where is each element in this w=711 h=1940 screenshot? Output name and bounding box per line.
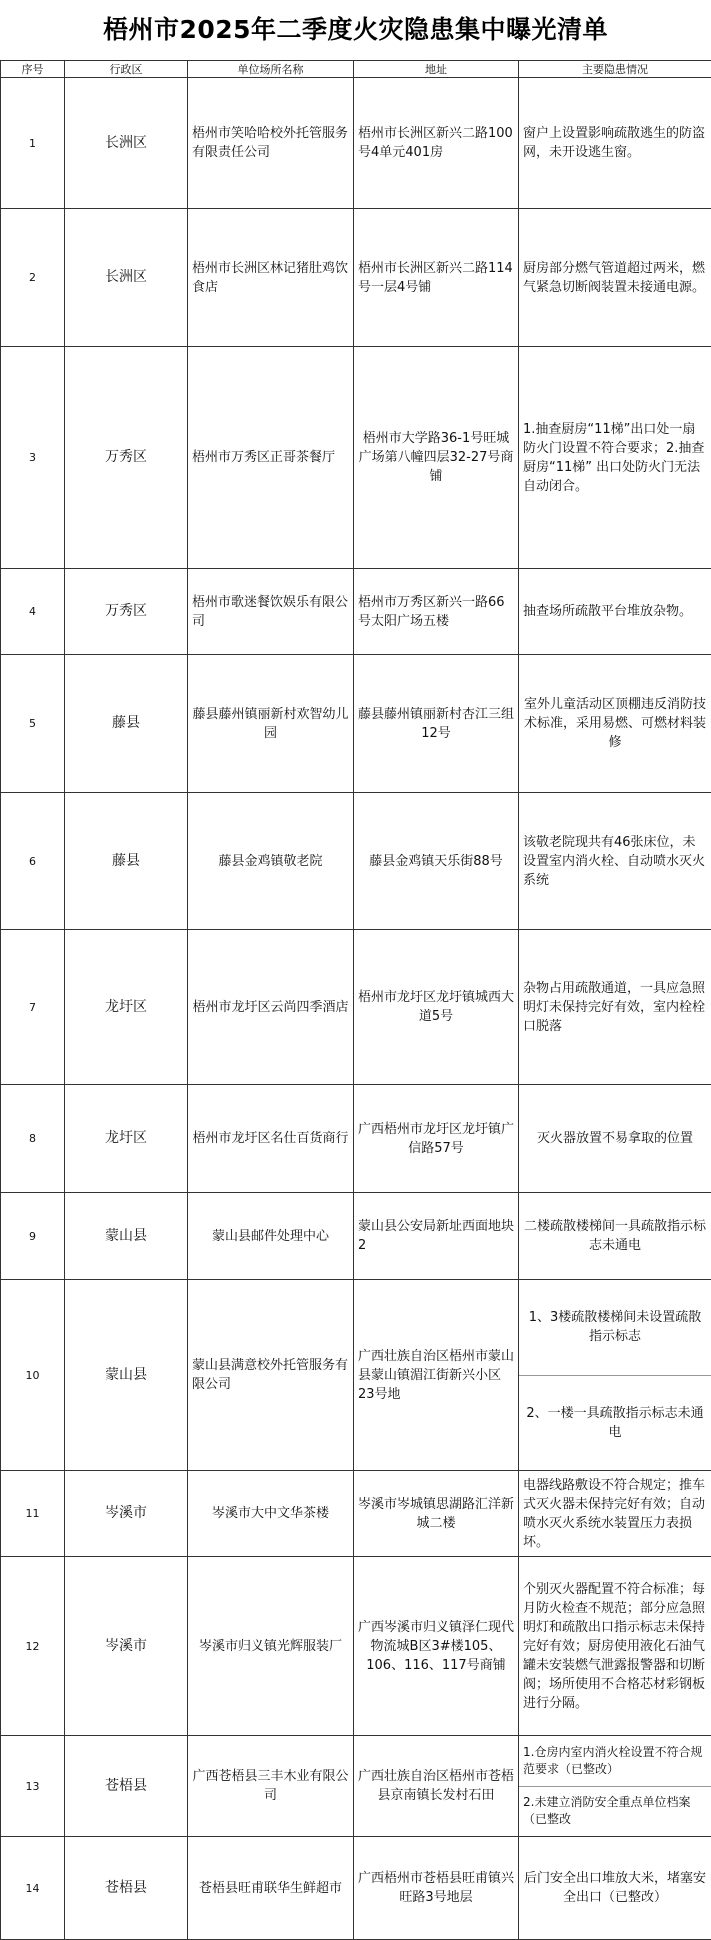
row-address: 岑溪市岑城镇思湖路汇洋新城二楼: [354, 1471, 519, 1557]
page-title: 梧州市2025年二季度火灾隐患集中曝光清单: [0, 0, 711, 60]
row-district: 万秀区: [65, 347, 188, 569]
row-name: 梧州市长洲区林记猪肚鸡饮食店: [188, 209, 354, 347]
row-no: 2: [1, 209, 65, 347]
header-issue: 主要隐患情况: [519, 61, 711, 78]
row-address: 广西壮族自治区梧州市苍梧县京南镇长发村石田: [354, 1736, 519, 1837]
header-no: 序号: [1, 61, 65, 78]
row-name: 岑溪市归义镇光辉服装厂: [188, 1557, 354, 1736]
row-district: 苍梧县: [65, 1837, 188, 1940]
row-district: 龙圩区: [65, 1085, 188, 1193]
row-issue-2: 2、一楼一具疏散指示标志未通电: [519, 1376, 711, 1471]
row-address: 梧州市长洲区新兴二路100号4单元401房: [354, 78, 519, 209]
row-issue: 窗户上设置影响疏散逃生的防盗网，未开设逃生窗。: [519, 78, 711, 209]
row-address: 广西梧州市苍梧县旺甫镇兴旺路3号地层: [354, 1837, 519, 1940]
row-issue-split: [519, 1280, 711, 1471]
row-issue: 1、3楼疏散楼梯间未设置疏散指示标志: [519, 1280, 711, 1376]
row-no: 7: [1, 930, 65, 1085]
table-row: [1, 569, 711, 655]
row-issue: 灭火器放置不易拿取的位置: [519, 1085, 711, 1193]
hazard-table: [0, 60, 711, 1940]
row-address: 蒙山县公安局新址西面地块2: [354, 1193, 519, 1280]
row-issue-split: [519, 1736, 711, 1837]
row-district: 藤县: [65, 655, 188, 793]
row-no: 12: [1, 1557, 65, 1736]
row-district: 岑溪市: [65, 1557, 188, 1736]
row-name: 梧州市笑哈哈校外托管服务有限责任公司: [188, 78, 354, 209]
row-address: 梧州市长洲区新兴二路114号一层4号铺: [354, 209, 519, 347]
row-address: 梧州市万秀区新兴一路66号太阳广场五楼: [354, 569, 519, 655]
row-issue: 厨房部分燃气管道超过两米，燃气紧急切断阀装置未接通电源。: [519, 209, 711, 347]
row-name: 梧州市万秀区正哥茶餐厅: [188, 347, 354, 569]
row-issue: 电器线路敷设不符合规定；推车式灭火器未保持完好有效；自动喷水灭火系统水装置压力表损坏。: [519, 1471, 711, 1557]
row-name: 苍梧县旺甫联华生鲜超市: [188, 1837, 354, 1940]
table-row: [1, 78, 711, 209]
table-row: [1, 1471, 711, 1557]
header-district: 行政区: [65, 61, 188, 78]
row-no: 4: [1, 569, 65, 655]
row-name: 梧州市龙圩区云尚四季酒店: [188, 930, 354, 1085]
row-issue: 1.抽查厨房“11梯”出口处一扇防火门设置不符合要求；2.抽查厨房“11梯” 出口处防火门无法自动闭合。: [519, 347, 711, 569]
row-district: 万秀区: [65, 569, 188, 655]
row-no: 11: [1, 1471, 65, 1557]
row-no: 8: [1, 1085, 65, 1193]
table-row: [1, 1280, 711, 1471]
row-name: 梧州市歌迷餐饮娱乐有限公司: [188, 569, 354, 655]
row-name: 藤县藤州镇丽新村欢智幼儿园: [188, 655, 354, 793]
header-name: 单位场所名称: [188, 61, 354, 78]
row-no: 13: [1, 1736, 65, 1837]
table-row: [1, 930, 711, 1085]
row-issue: 室外儿童活动区顶棚违反消防技术标准，采用易燃、可燃材料装修: [519, 655, 711, 793]
row-issue: 抽查场所疏散平台堆放杂物。: [519, 569, 711, 655]
row-name: 岑溪市大中文华茶楼: [188, 1471, 354, 1557]
row-no: 3: [1, 347, 65, 569]
table-row: [1, 1837, 711, 1940]
row-name: 梧州市龙圩区名仕百货商行: [188, 1085, 354, 1193]
table-row: [1, 209, 711, 347]
row-address: 梧州市龙圩区龙圩镇城西大道5号: [354, 930, 519, 1085]
row-issue: 杂物占用疏散通道，一具应急照明灯未保持完好有效，室内栓栓口脱落: [519, 930, 711, 1085]
table-row: [1, 655, 711, 793]
header-address: 地址: [354, 61, 519, 78]
row-district: 岑溪市: [65, 1471, 188, 1557]
row-issue: 后门安全出口堆放大米，堵塞安全出口（已整改）: [519, 1837, 711, 1940]
row-district: 长洲区: [65, 78, 188, 209]
row-no: 9: [1, 1193, 65, 1280]
table-row: [1, 1557, 711, 1736]
row-address: 广西岑溪市归义镇泽仁现代物流城B区3#楼105、106、116、117号商铺: [354, 1557, 519, 1736]
row-issue: 该敬老院现共有46张床位，未设置室内消火栓、自动喷水灭火系统: [519, 793, 711, 930]
row-address: 梧州市大学路36-1号旺城广场第八幢四层32-27号商铺: [354, 347, 519, 569]
row-no: 5: [1, 655, 65, 793]
row-district: 龙圩区: [65, 930, 188, 1085]
table-row: [1, 347, 711, 569]
row-district: 苍梧县: [65, 1736, 188, 1837]
table-row: [1, 1193, 711, 1280]
row-name: 蒙山县邮件处理中心: [188, 1193, 354, 1280]
row-address: 藤县金鸡镇天乐街88号: [354, 793, 519, 930]
row-address: 广西梧州市龙圩区龙圩镇广信路57号: [354, 1085, 519, 1193]
row-district: 蒙山县: [65, 1193, 188, 1280]
row-district: 长洲区: [65, 209, 188, 347]
table-header-row: [1, 61, 711, 78]
row-no: 1: [1, 78, 65, 209]
row-issue-2: 2.未建立消防安全重点单位档案（已整改: [519, 1787, 711, 1837]
row-address: 广西壮族自治区梧州市蒙山县蒙山镇湄江街新兴小区23号地: [354, 1280, 519, 1471]
row-issue: 1.仓房内室内消火栓设置不符合规范要求（已整改）: [519, 1736, 711, 1787]
table-row: [1, 1736, 711, 1837]
row-name: 广西苍梧县三丰木业有限公司: [188, 1736, 354, 1837]
row-issue: 二楼疏散楼梯间一具疏散指示标志未通电: [519, 1193, 711, 1280]
row-issue: 个别灭火器配置不符合标准；每月防火检查不规范；部分应急照明灯和疏散出口指示标志未保持完好有效；厨房使用液化石油气罐未安装燃气泄露报警器和切断阀；场所使用不合格芯材彩钢板进行分隔。: [519, 1557, 711, 1736]
table-row: [1, 1085, 711, 1193]
row-name: 蒙山县满意校外托管服务有限公司: [188, 1280, 354, 1471]
row-address: 藤县藤州镇丽新村杏江三组12号: [354, 655, 519, 793]
row-no: 6: [1, 793, 65, 930]
row-district: 蒙山县: [65, 1280, 188, 1471]
row-name: 藤县金鸡镇敬老院: [188, 793, 354, 930]
row-no: 14: [1, 1837, 65, 1940]
row-no: 10: [1, 1280, 65, 1471]
row-district: 藤县: [65, 793, 188, 930]
table-row: [1, 793, 711, 930]
